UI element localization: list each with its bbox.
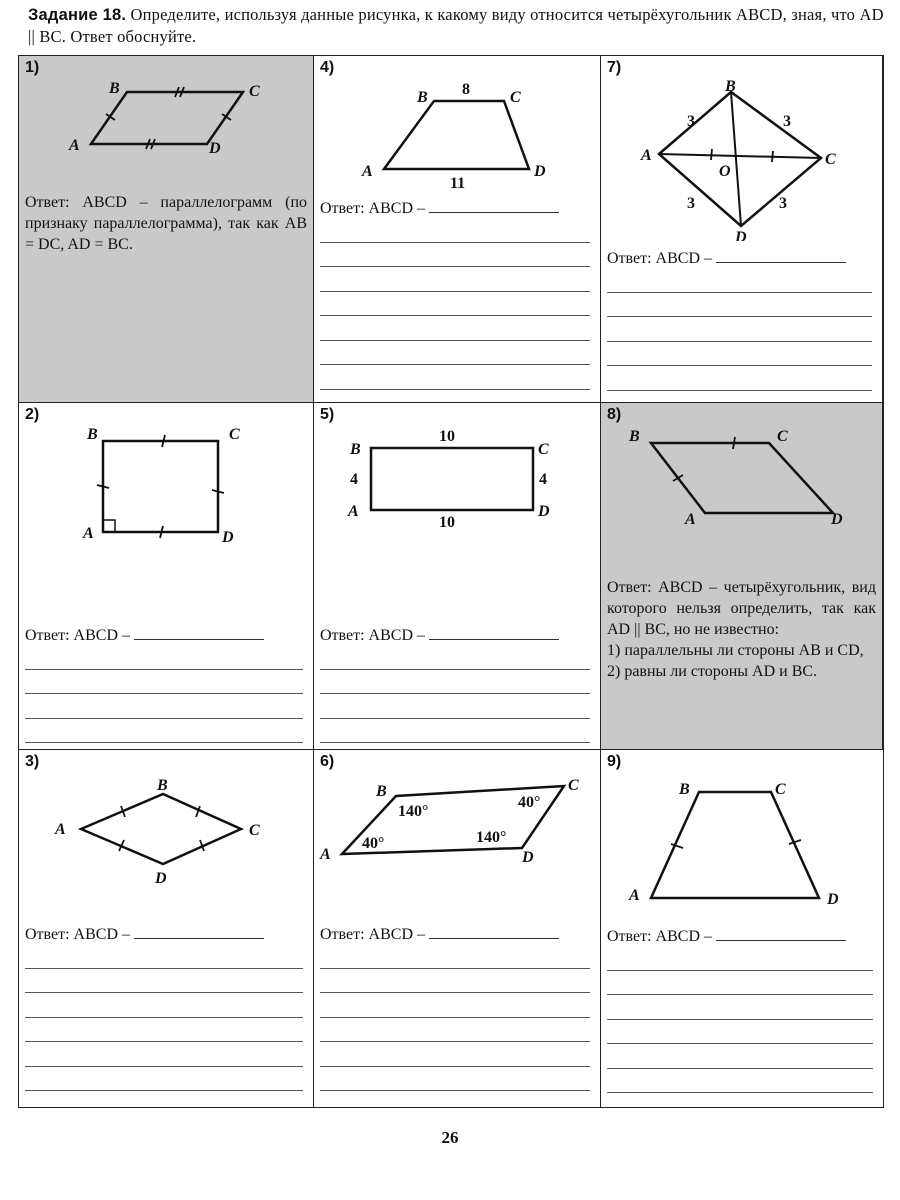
vertex-b: B xyxy=(629,428,640,445)
answer-blank[interactable] xyxy=(716,926,846,941)
answer-blank[interactable] xyxy=(134,924,264,939)
side-ad-length: 11 xyxy=(450,175,466,192)
figure-parallelogram-angles xyxy=(314,750,601,900)
vertex-b: B xyxy=(679,781,690,798)
vertex-d: D xyxy=(522,849,534,866)
vertex-c: C xyxy=(249,822,260,839)
answer-prompt: Ответ: ABCD – xyxy=(320,198,590,219)
side-cd-length: 4 xyxy=(539,471,547,488)
cell-9 xyxy=(601,750,883,1107)
tick-mark xyxy=(772,151,773,162)
answer-text: Ответ: ABCD – четырёхугольник, вид которого нельзя определить, так как AD || BC, но не известно: 1) параллельны ли стороны AB и CD, 2) равны ли стороны AD и BC. xyxy=(607,579,876,680)
task-statement xyxy=(28,4,888,47)
figure-quadrilateral-diagonals xyxy=(601,56,883,241)
vertex-b: B xyxy=(87,426,98,443)
angle-a: 40° xyxy=(362,835,385,852)
answer-lines[interactable] xyxy=(320,645,590,743)
diagonal-bd xyxy=(731,92,741,226)
vertex-o: O xyxy=(719,163,731,180)
vertex-c: C xyxy=(568,777,579,794)
vertex-d: D xyxy=(209,140,221,157)
vertex-d: D xyxy=(538,503,550,520)
vertex-a: A xyxy=(629,887,640,904)
right-angle-mark xyxy=(103,520,115,532)
side-cd-length: 3 xyxy=(779,195,787,212)
tick-mark xyxy=(673,475,683,481)
vertex-a: A xyxy=(320,846,331,863)
tick-mark xyxy=(711,149,712,160)
answer-lines[interactable] xyxy=(320,218,590,390)
angle-d: 140° xyxy=(476,829,507,846)
answer-prompt: Ответ: ABCD – xyxy=(320,625,590,646)
shape-outline xyxy=(81,794,241,864)
answer-blank[interactable] xyxy=(429,924,559,939)
page-number: 26 xyxy=(441,1128,459,1147)
cell-7 xyxy=(601,56,883,403)
vertex-d: D xyxy=(155,870,167,887)
figure-trapezoid xyxy=(314,56,601,196)
vertex-c: C xyxy=(249,83,260,100)
answer-prompt: Ответ: ABCD – xyxy=(25,625,303,646)
answer-lines[interactable] xyxy=(607,268,872,391)
shape-outline xyxy=(103,441,218,532)
vertex-b: B xyxy=(157,777,168,794)
figure-square xyxy=(19,403,314,563)
vertex-d: D xyxy=(831,511,843,528)
answer-lines[interactable] xyxy=(25,944,303,1091)
vertex-b: B xyxy=(725,78,736,95)
vertex-c: C xyxy=(775,781,786,798)
vertex-b: B xyxy=(350,441,361,458)
cell-label: 6) xyxy=(320,753,335,770)
vertex-a: A xyxy=(362,163,373,180)
cell-1 xyxy=(19,56,314,403)
answer-blank[interactable] xyxy=(716,248,846,263)
vertex-c: C xyxy=(229,426,240,443)
vertex-a: A xyxy=(348,503,359,520)
shape-outline xyxy=(91,92,243,144)
side-ab-length: 3 xyxy=(687,113,695,130)
answer-prompt: Ответ: ABCD – xyxy=(607,248,872,269)
side-bc-length: 3 xyxy=(783,113,791,130)
vertex-a: A xyxy=(83,525,94,542)
figure-rhombus xyxy=(19,750,314,900)
figure-isosceles-trapezoid xyxy=(601,750,883,920)
cell-label: 1) xyxy=(25,59,40,76)
angle-c: 40° xyxy=(518,794,541,811)
vertex-a: A xyxy=(69,137,80,154)
vertex-c: C xyxy=(538,441,549,458)
shape-outline xyxy=(384,101,529,169)
exercise-grid xyxy=(18,55,884,1108)
cell-5 xyxy=(314,403,601,750)
vertex-c: C xyxy=(510,89,521,106)
vertex-a: A xyxy=(55,821,66,838)
cell-label: 3) xyxy=(25,753,40,770)
vertex-d: D xyxy=(222,529,234,546)
cell-label: 5) xyxy=(320,406,335,423)
shape-outline xyxy=(371,448,533,510)
answer-prompt: Ответ: ABCD – xyxy=(25,924,303,945)
side-ad-length: 10 xyxy=(439,514,455,531)
cell-label: 2) xyxy=(25,406,40,423)
answer-text: Ответ: ABCD – параллелограмм (по признаку параллелограмма), так как AB = DC, AD = BC. xyxy=(25,194,307,253)
answer-lines[interactable] xyxy=(320,944,590,1091)
side-bc-length: 8 xyxy=(462,81,470,98)
task-number: Задание 18. xyxy=(28,6,127,24)
cell-label: 7) xyxy=(607,59,622,76)
answer-blank[interactable] xyxy=(429,198,559,213)
answer-lines[interactable] xyxy=(607,946,873,1093)
side-ab-length: 4 xyxy=(350,471,358,488)
answer-lines[interactable] xyxy=(25,645,303,743)
angle-b: 140° xyxy=(398,803,429,820)
vertex-b: B xyxy=(417,89,428,106)
cell-8 xyxy=(601,403,883,750)
vertex-a: A xyxy=(641,147,652,164)
cell-4 xyxy=(314,56,601,403)
side-ad-length: 3 xyxy=(687,195,695,212)
cell-6 xyxy=(314,750,601,1107)
answer-prompt: Ответ: ABCD – xyxy=(320,924,590,945)
figure-quadrilateral xyxy=(601,403,883,543)
cell-label: 9) xyxy=(607,753,622,770)
vertex-b: B xyxy=(376,783,387,800)
answer-blank[interactable] xyxy=(429,625,559,640)
vertex-d: D xyxy=(735,229,747,241)
cell-label: 8) xyxy=(607,406,622,423)
figure-rectangle xyxy=(314,403,601,553)
cell-2 xyxy=(19,403,314,750)
cell-label: 4) xyxy=(320,59,335,76)
cell-3 xyxy=(19,750,314,1107)
task-text: Определите, используя данные рисунка, к какому виду относится четырёхугольник ABCD, зная, что AD || BC. Ответ обоснуйте. xyxy=(28,5,884,46)
tick-mark xyxy=(733,437,735,449)
vertex-d: D xyxy=(827,891,839,908)
answer-prompt: Ответ: ABCD – xyxy=(607,926,873,947)
side-bc-length: 10 xyxy=(439,428,455,445)
vertex-a: A xyxy=(685,511,696,528)
vertex-d: D xyxy=(534,163,546,180)
vertex-c: C xyxy=(777,428,788,445)
vertex-b: B xyxy=(109,80,120,97)
vertex-c: C xyxy=(825,151,836,168)
answer-blank[interactable] xyxy=(134,625,264,640)
diagonal-ac xyxy=(659,154,821,158)
